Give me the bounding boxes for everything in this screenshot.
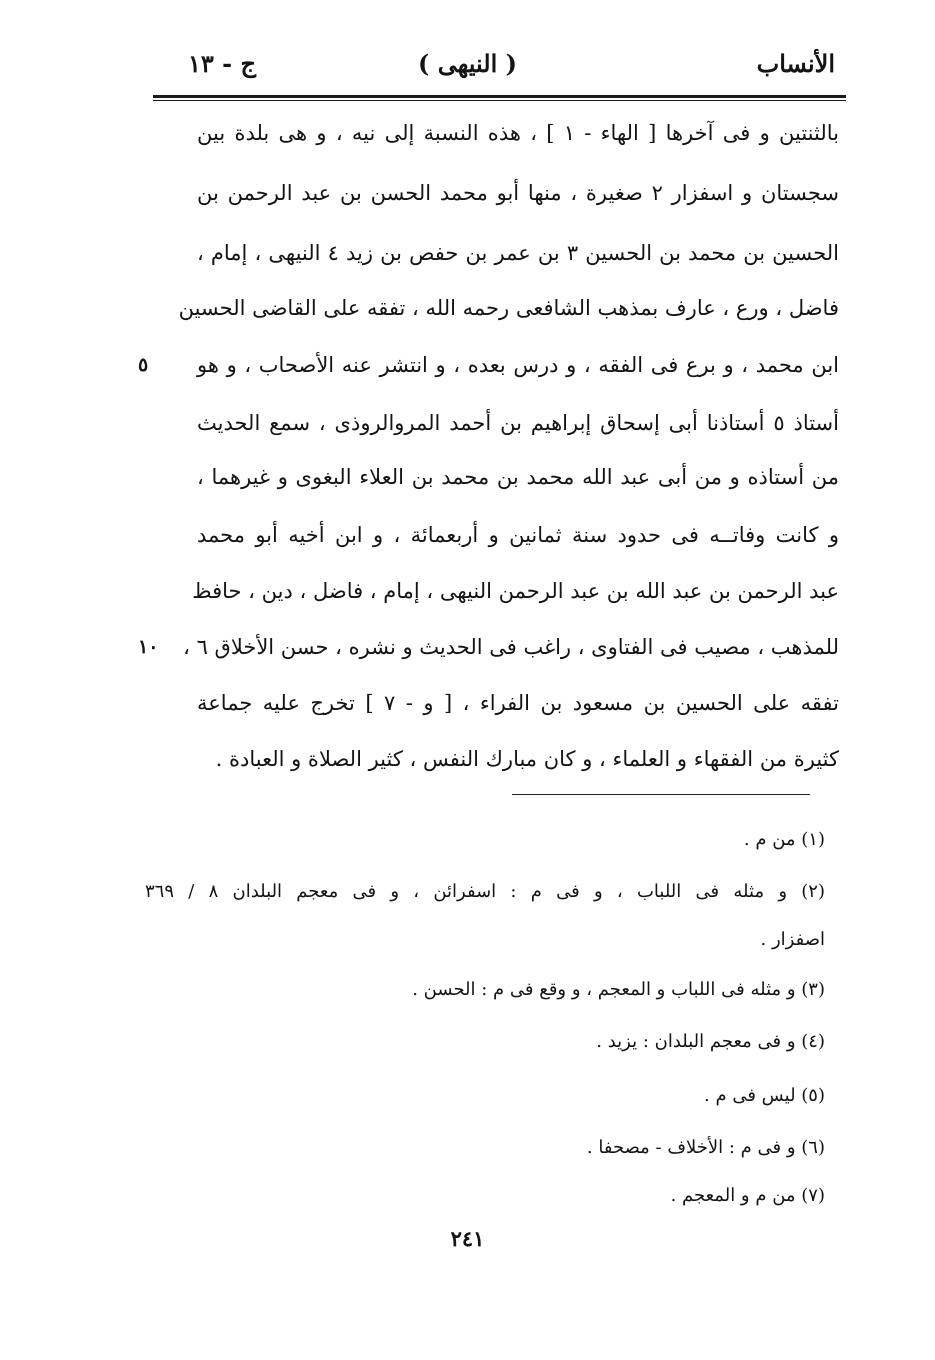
- footnote: (١) من م .: [743, 829, 825, 850]
- running-header-entry-title: ( النيهى ): [418, 49, 517, 78]
- body-line: فاضل ، ورع ، عارف بمذهب الشافعى رحمه الله ، تفقه على القاضى الحسين: [178, 296, 839, 320]
- body-line: عبد الرحمن بن عبد الله بن عبد الرحمن النيهى ، إمام ، فاضل ، دين ، حافظ: [192, 579, 839, 603]
- footnote-continuation: اصفزار .: [760, 929, 825, 950]
- running-header-volume: ج - ١٣: [188, 49, 256, 78]
- header-rule-thick: [153, 95, 846, 98]
- body-line: من أستاذه و من أبى عبد الله محمد بن محمد بن العلاء البغوى و غيرهما ،: [197, 465, 839, 489]
- body-line: تفقه على الحسين بن مسعود بن الفراء ، [ و - ٧ ] تخرج عليه جماعة: [197, 691, 839, 715]
- body-line: و كانت وفاتــه فى حدود سنة ثمانين و أربعمائة ، و ابن أخيه أبو محمد: [197, 523, 839, 547]
- body-line: سجستان و اسفزار ٢ صغيرة ، منها أبو محمد الحسن بن عبد الرحمن بن: [197, 181, 839, 205]
- footnote: (٧) من م و المعجم .: [670, 1185, 825, 1206]
- footnote-separator: [512, 794, 810, 795]
- footnote: (٥) ليس فى م .: [704, 1085, 825, 1106]
- footnote: (٤) و فى معجم البلدان : يزيد .: [596, 1031, 825, 1052]
- body-line: أستاذ ٥ أستاذنا أبى إسحاق إبراهيم بن أحمد المروالروذى ، سمع الحديث: [197, 411, 839, 435]
- running-header-book-title: الأنساب: [756, 49, 835, 78]
- header-rule-thin: [153, 100, 846, 101]
- footnote: (٢) و مثله فى اللباب ، و فى م : اسفرائن ، و فى معجم البلدان ٨ / ٣٦٩: [145, 881, 825, 902]
- margin-line-number: ٥: [138, 354, 149, 376]
- page-number: ٢٤١: [450, 1226, 485, 1251]
- body-line: بالثنتين و فى آخرها [ الهاء - ١ ] ، هذه النسبة إلى نيه ، و هى بلدة بين: [197, 121, 839, 145]
- body-line: للمذهب ، مصيب فى الفتاوى ، راغب فى الحديث و نشره ، حسن الأخلاق ٦ ،: [183, 635, 839, 659]
- body-line: ابن محمد ، و برع فى الفقه ، و درس بعده ، و انتشر عنه الأصحاب ، و هو: [197, 353, 839, 377]
- margin-line-number: ١٠: [138, 636, 159, 658]
- footnote: (٣) و مثله فى اللباب و المعجم ، و وقع فى م : الحسن .: [412, 979, 825, 1000]
- body-line: كثيرة من الفقهاء و العلماء ، و كان مبارك النفس ، كثير الصلاة و العبادة .: [215, 747, 839, 771]
- body-line: الحسين بن محمد بن الحسين ٣ بن عمر بن حفص بن زيد ٤ النيهى ، إمام ،: [197, 241, 839, 265]
- footnote: (٦) و فى م : الأخلاف - مصحفا .: [586, 1137, 825, 1158]
